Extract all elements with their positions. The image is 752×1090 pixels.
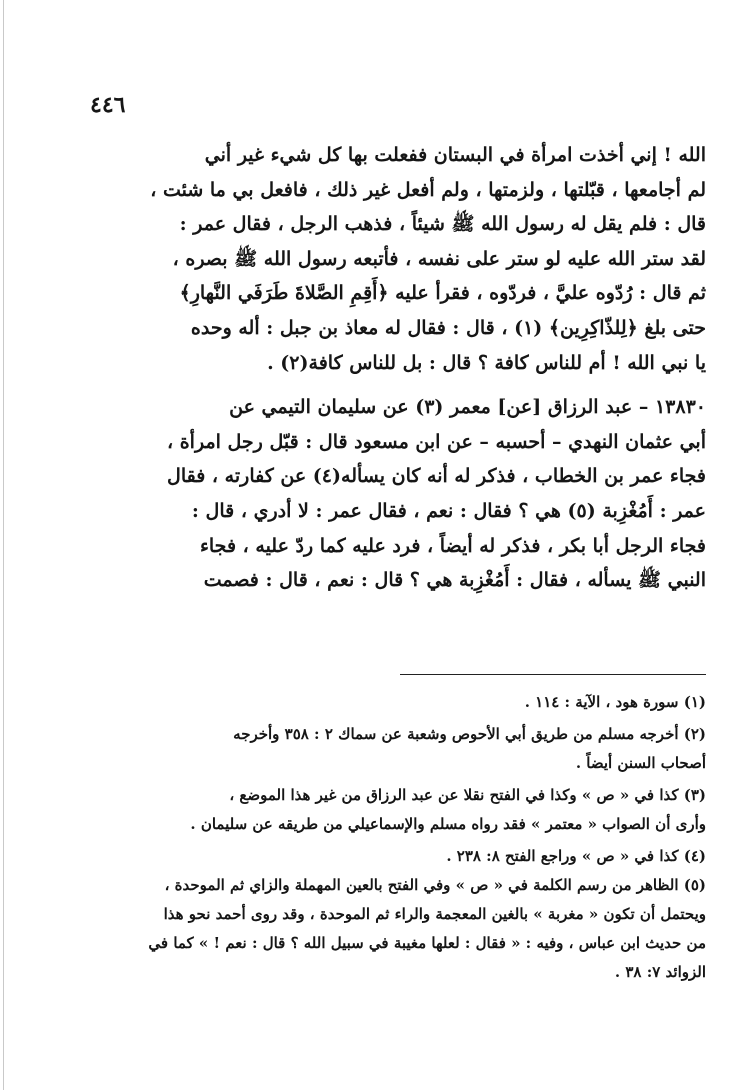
footnote-2 (88, 720, 706, 778)
text-line: النبي ﷺ يسأله ، فقال : أَمُغْزِبة هي ؟ قال : نعم ، قال : فصمت (203, 569, 706, 592)
footnotes (88, 688, 706, 987)
footnote-line: (١) سورة هود ، الآية : ١١٤ . (524, 693, 706, 711)
text-line: فجاء عمر بن الخطاب ، فذكر له أنه كان يسأله(٤) عن كفارته ، فقال (167, 465, 706, 488)
text-line: لقد ستر الله عليه لو ستر على نفسه ، فأتبعه رسول الله ﷺ بصره ، (172, 247, 706, 270)
footnote-line: (٥) الظاهر من رسم الكلمة في « ص » وفي الفتح بالعين المهملة والزاي ثم الموحدة ، (164, 876, 706, 894)
footnote-line: من حديث ابن عباس ، وفيه : « فقال : لعلها مغيبة في سبيل الله ؟ قال : نعم ! » كما في (148, 934, 706, 952)
footnote-line: أصحاب السنن أيضاً . (575, 754, 706, 772)
footnote-divider (400, 674, 706, 675)
text-line: ثم قال : رُدّوه عليَّ ، فردّوه ، فقرأ عليه ﴿أَقِمِ الصَّلاةَ طَرَفَي النَّهارِ﴾ (179, 282, 706, 305)
footnote-4 (88, 842, 706, 871)
text-line: يا نبي الله ! أم للناس كافة ؟ قال : بل للناس كافة(٢) . (267, 351, 706, 374)
main-text (88, 138, 706, 598)
page-edge-line (3, 0, 4, 1090)
page-number: ٤٤٦ (90, 92, 126, 118)
footnote-line: (٤) كذا في « ص » وراجع الفتح ٨: ٢٣٨ . (446, 847, 706, 865)
text-line: فجاء الرجل أبا بكر ، فذكر له أيضاً ، فرد عليه كما ردّ عليه ، فجاء (199, 534, 706, 557)
text-line: عمر : أَمُغْزِبة (٥) هي ؟ فقال : نعم ، فقال عمر : لا أدري ، قال : (191, 499, 706, 522)
footnote-line: (٣) كذا في « ص » وكذا في الفتح نقلا عن عبد الرزاق من غير هذا الموضع ، (229, 786, 706, 804)
footnote-5 (88, 871, 706, 987)
paragraph-hadith-13830 (88, 390, 706, 598)
text-line: أبي عثمان النهدي – أحسبه – عن ابن مسعود قال : قبّل رجل امرأة ، (166, 430, 706, 453)
footnote-1 (88, 688, 706, 717)
footnote-line: وأرى أن الصواب « معتمر » فقد رواه مسلم والإسماعيلي من طريقه عن سليمان . (190, 815, 706, 833)
footnote-line: ويحتمل أن تكون « مغربة » بالغين المعجمة والراء ثم الموحدة ، وقد روى أحمد نحو هذا (163, 905, 706, 923)
text-line: الله ! إني أخذت امرأة في البستان ففعلت بها كل شيء غير أني (204, 144, 706, 166)
text-line: لم أجامعها ، قبّلتها ، ولزمتها ، ولم أفعل غير ذلك ، فافعل بي ما شئت ، (150, 178, 706, 201)
footnote-3 (88, 781, 706, 839)
footnote-line: الزوائد ٧: ٣٨ . (614, 963, 706, 981)
text-line: قال : فلم يقل له رسول الله ﷺ شيئاً ، فذهب الرجل ، فقال عمر : (179, 213, 706, 236)
footnote-line: (٢) أخرجه مسلم من طريق أبي الأحوص وشعبة عن سماك ٢ : ٣٥٨ وأخرجه (233, 725, 706, 743)
text-line: حتى بلغ ﴿لِلذّاكِرِين﴾ (١) ، قال : فقال له معاذ بن جبل : أله وحده (190, 316, 706, 339)
text-line: ١٣٨٣٠ – عبد الرزاق [عن] معمر (٣) عن سليمان التيمي عن (229, 396, 706, 419)
paragraph-hadith-continuation (88, 138, 706, 380)
